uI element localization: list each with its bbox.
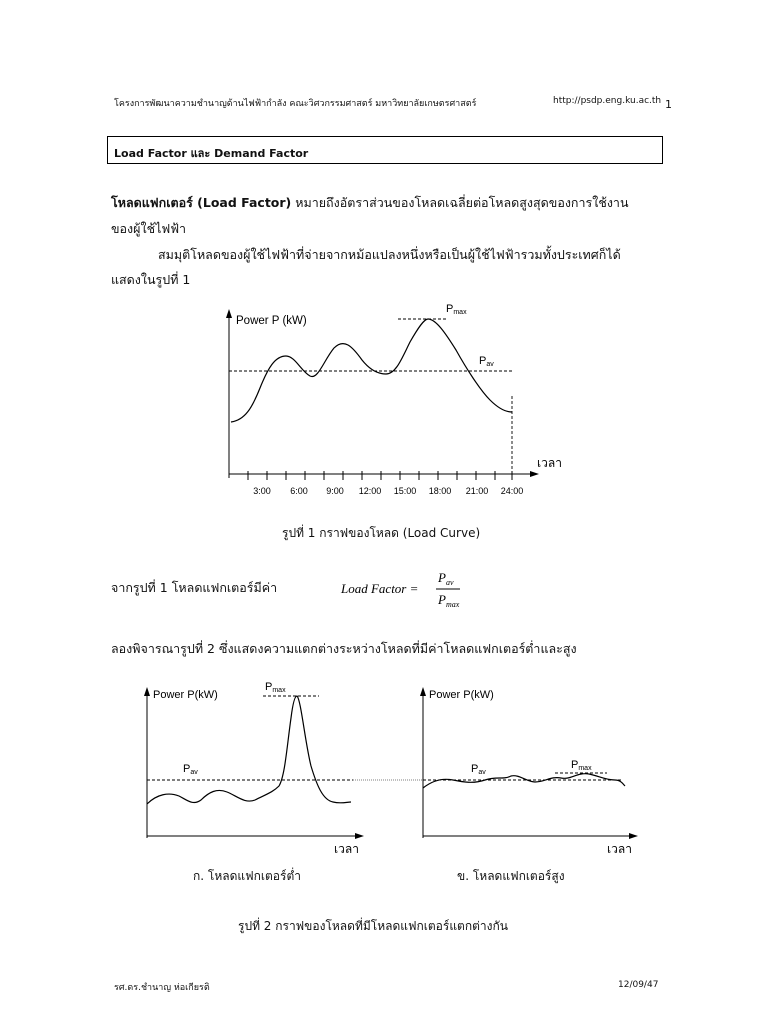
figure2-right-caption: ข. โหลดแฟกเตอร์สูง	[457, 869, 565, 883]
figure2-comparison	[135, 676, 655, 858]
page-number: 1	[665, 98, 672, 111]
section-title: Load Factor และ Demand Factor	[114, 147, 309, 160]
figure2-left-pav-label: Pav	[183, 763, 198, 776]
figure1-tick-3: 3:00	[253, 486, 271, 496]
figure1-pmax-label: Pmax	[446, 303, 467, 316]
figure2-left-curve	[147, 696, 351, 804]
figure1-tick-21: 21:00	[465, 486, 489, 496]
figure2-right-pmax-label: Pmax	[571, 759, 592, 772]
figure1-y-label: Power P (kW)	[236, 315, 307, 327]
load-factor-term: โหลดแฟกเตอร์ (Load Factor)	[111, 195, 292, 210]
load-factor-formula	[338, 568, 478, 614]
figure1-x-arrow-icon	[530, 471, 539, 477]
figure1-caption: รูปที่ 1 กราฟของโหลด (Load Curve)	[282, 526, 481, 540]
figure2-right-x-label: เวลา	[607, 842, 632, 856]
header-url: http://psdp.eng.ku.ac.th	[553, 96, 662, 106]
figure1-tick-15: 15:00	[393, 486, 417, 496]
figure1-y-arrow-icon	[226, 309, 232, 318]
footer-date: 12/09/47	[618, 980, 659, 990]
footer-author: รศ.ดร.ชำนาญ ห่อเกียรติ	[114, 983, 210, 993]
section-title-box	[107, 136, 663, 164]
figure1-tick-marks	[248, 471, 512, 480]
figure2-left-caption: ก. โหลดแฟกเตอร์ต่ำ	[193, 869, 301, 883]
para1-line2: ของผู้ใช้ไฟฟ้า	[111, 221, 187, 236]
figure1-x-label: เวลา	[537, 456, 562, 470]
figure1-tick-6: 6:00	[290, 486, 308, 496]
para3: ลองพิจารณารูปที่ 2 ซึ่งแสดงความแตกต่างระหว่างโหลดที่มีค่าโหลดแฟกเตอร์ต่ำและสูง	[111, 641, 577, 656]
header-title: โครงการพัฒนาความชำนาญด้านไฟฟ้ากำลัง คณะวิศวกรรมศาสตร์ มหาวิทยาลัยเกษตรศาสตร์	[114, 99, 477, 109]
figure2-left-x-arrow-icon	[355, 833, 364, 839]
figure1-load-curve-line	[231, 319, 512, 422]
figure1-tick-24: 24:00	[500, 486, 524, 496]
para2-line2: แสดงในรูปที่ 1	[111, 272, 191, 287]
para2-line1: สมมุติโหลดของผู้ใช้ไฟฟ้าที่จ่ายจากหม้อแปลงหนึ่งหรือเป็นผู้ใช้ไฟฟ้ารวมทั้งประเทศก็ได้	[158, 247, 621, 262]
formula-numerator: $P_{av}$	[438, 570, 454, 587]
figure2-left-y-arrow-icon	[144, 687, 150, 696]
para1-line1-rest: หมายถึงอัตราส่วนของโหลดเฉลี่ยต่อโหลดสูงสุดของการใช้งาน	[291, 195, 629, 210]
figure2-right-pav-label: Pav	[471, 763, 486, 776]
figure1-pav-label: Pav	[479, 355, 494, 368]
formula-lead: จากรูปที่ 1 โหลดแฟกเตอร์มีค่า	[111, 580, 278, 595]
formula-denominator: $P_{max}$	[438, 592, 460, 609]
figure1-tick-12: 12:00	[358, 486, 382, 496]
figure1-tick-9: 9:00	[326, 486, 344, 496]
figure2-right-x-arrow-icon	[629, 833, 638, 839]
para1-line1	[111, 190, 629, 216]
figure2-right-curve	[423, 774, 625, 788]
figure2-caption: รูปที่ 2 กราฟของโหลดที่มีโหลดแฟกเตอร์แตกต่างกัน	[238, 919, 508, 933]
figure2-left-y-label: Power P(kW)	[153, 689, 218, 701]
figure2-left-x-label: เวลา	[334, 842, 359, 856]
figure1-load-curve	[200, 298, 570, 500]
formula-lhs: Load Factor =	[341, 581, 419, 596]
figure2-right-y-arrow-icon	[420, 687, 426, 696]
figure1-tick-18: 18:00	[428, 486, 452, 496]
figure2-left-pmax-label: Pmax	[265, 681, 286, 694]
figure2-right-y-label: Power P(kW)	[429, 689, 494, 701]
